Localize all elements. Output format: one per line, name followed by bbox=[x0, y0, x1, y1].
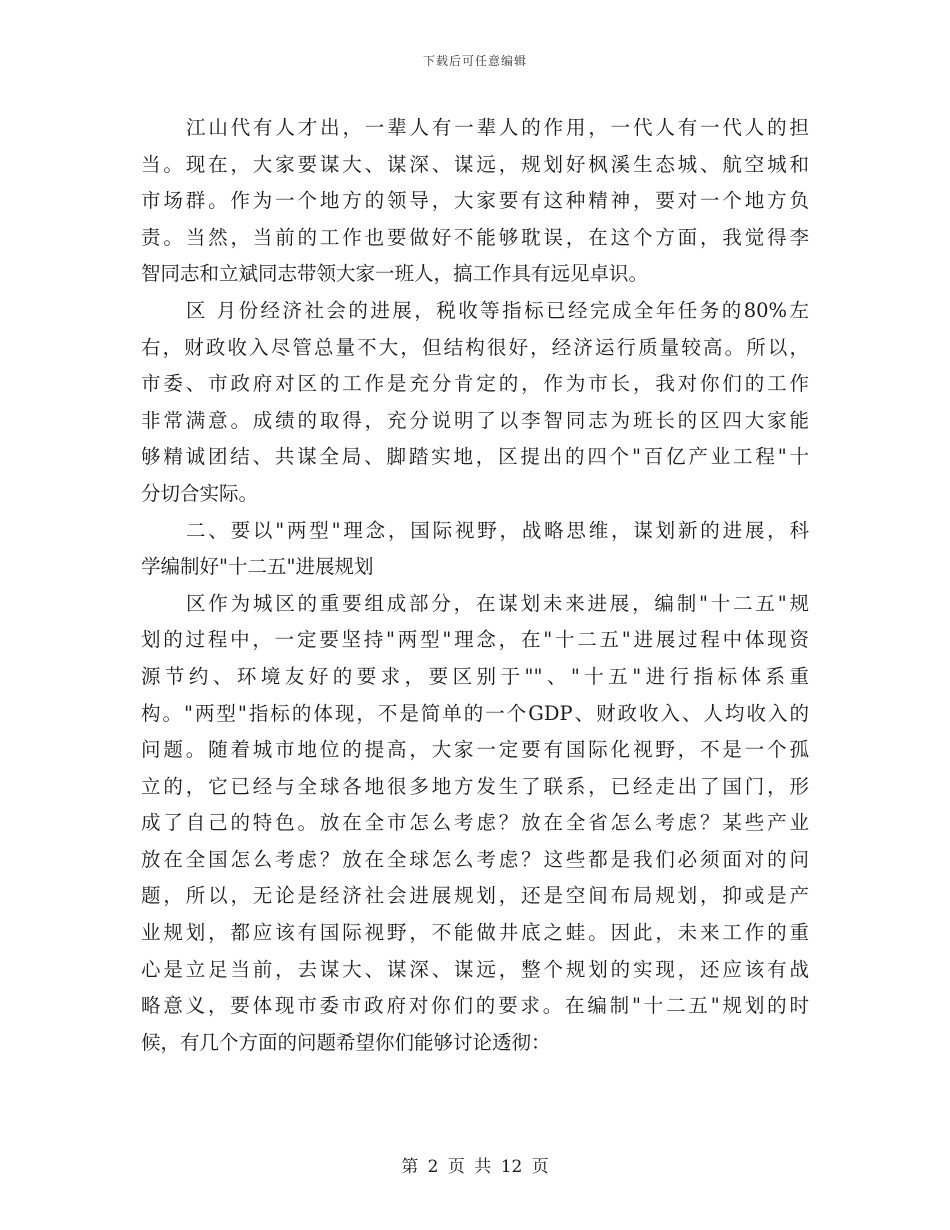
paragraph-line: 成了自己的特色。放在全市怎么考虑？放在全省怎么考虑？某些产业 bbox=[141, 811, 809, 835]
paragraph-line: 问题。随着城市地位的提高，大家一定要有国际化视野，不是一个孤 bbox=[141, 738, 809, 762]
paragraph-line: 当。现在，大家要谋大、谋深、谋远，规划好枫溪生态城、航空城和 bbox=[141, 152, 809, 176]
paragraph-line: 题，所以，无论是经济社会进展规划，还是空间布局规划，抑或是产 bbox=[141, 884, 809, 908]
paragraph-line: 市委、市政府对区的工作是充分肯定的，作为市长，我对你们的工作 bbox=[141, 372, 809, 396]
paragraph-line: 略意义，要体现市委市政府对你们的要求。在编制"十二五"规划的时 bbox=[141, 994, 809, 1018]
paragraph-line: 够精诚团结、共谋全局、脚踏实地，区提出的四个"百亿产业工程"十 bbox=[141, 445, 809, 469]
paragraph-line: 构。"两型"指标的体现，不是简单的一个GDP、财政收入、人均收入的 bbox=[141, 701, 809, 725]
section-heading-line: 二、要以"两型"理念，国际视野，战略思维，谋划新的进展，科 bbox=[186, 518, 809, 542]
paragraph-line: 区 月份经济社会的进展，税收等指标已经完成全年任务的80%左 bbox=[186, 298, 809, 322]
paragraph-line: 心是立足当前，去谋大、谋深、谋远，整个规划的实现，还应该有战 bbox=[141, 957, 809, 981]
paragraph-line: 市场群。作为一个地方的领导，大家要有这种精神，要对一个地方负 bbox=[141, 189, 809, 213]
paragraph-line: 智同志和立斌同志带领大家一班人，搞工作具有远见卓识。 bbox=[141, 262, 649, 286]
page-header: 下载后可任意编辑 bbox=[422, 54, 527, 68]
paragraph-line: 责。当然，当前的工作也要做好不能够耽误，在这个方面，我觉得李 bbox=[141, 225, 809, 249]
paragraph-line: 右，财政收入尽管总量不大，但结构很好，经济运行质量较高。所以， bbox=[141, 335, 809, 359]
paragraph-line: 划的过程中，一定要坚持"两型"理念，在"十二五"进展过程中体现资 bbox=[141, 628, 809, 652]
paragraph-line: 区作为城区的重要组成部分，在谋划未来进展，编制"十二五"规 bbox=[186, 591, 809, 615]
paragraph-line: 分切合实际。 bbox=[141, 481, 259, 505]
page-number-footer: 第 2 页 共 12 页 bbox=[401, 1157, 549, 1177]
paragraph-line: 立的，它已经与全球各地很多地方发生了联系，已经走出了国门，形 bbox=[141, 774, 809, 798]
paragraph-line: 非常满意。成绩的取得，充分说明了以李智同志为班长的区四大家能 bbox=[141, 408, 809, 432]
paragraph-line: 候，有几个方面的问题希望你们能够讨论透彻： bbox=[141, 1030, 551, 1054]
document-body bbox=[141, 110, 809, 1061]
paragraph-line: 放在全国怎么考虑？放在全球怎么考虑？这些都是我们必须面对的问 bbox=[141, 847, 809, 871]
paragraph-line: 源节约、环境友好的要求，要区别于""、"十五"进行指标体系重 bbox=[141, 664, 809, 688]
paragraph-line: 江山代有人才出，一辈人有一辈人的作用，一代人有一代人的担 bbox=[186, 116, 809, 139]
section-heading-line: 学编制好"十二五"进展规划 bbox=[141, 555, 374, 579]
paragraph-line: 业规划，都应该有国际视野，不能做井底之蛙。因此，未来工作的重 bbox=[141, 921, 809, 945]
